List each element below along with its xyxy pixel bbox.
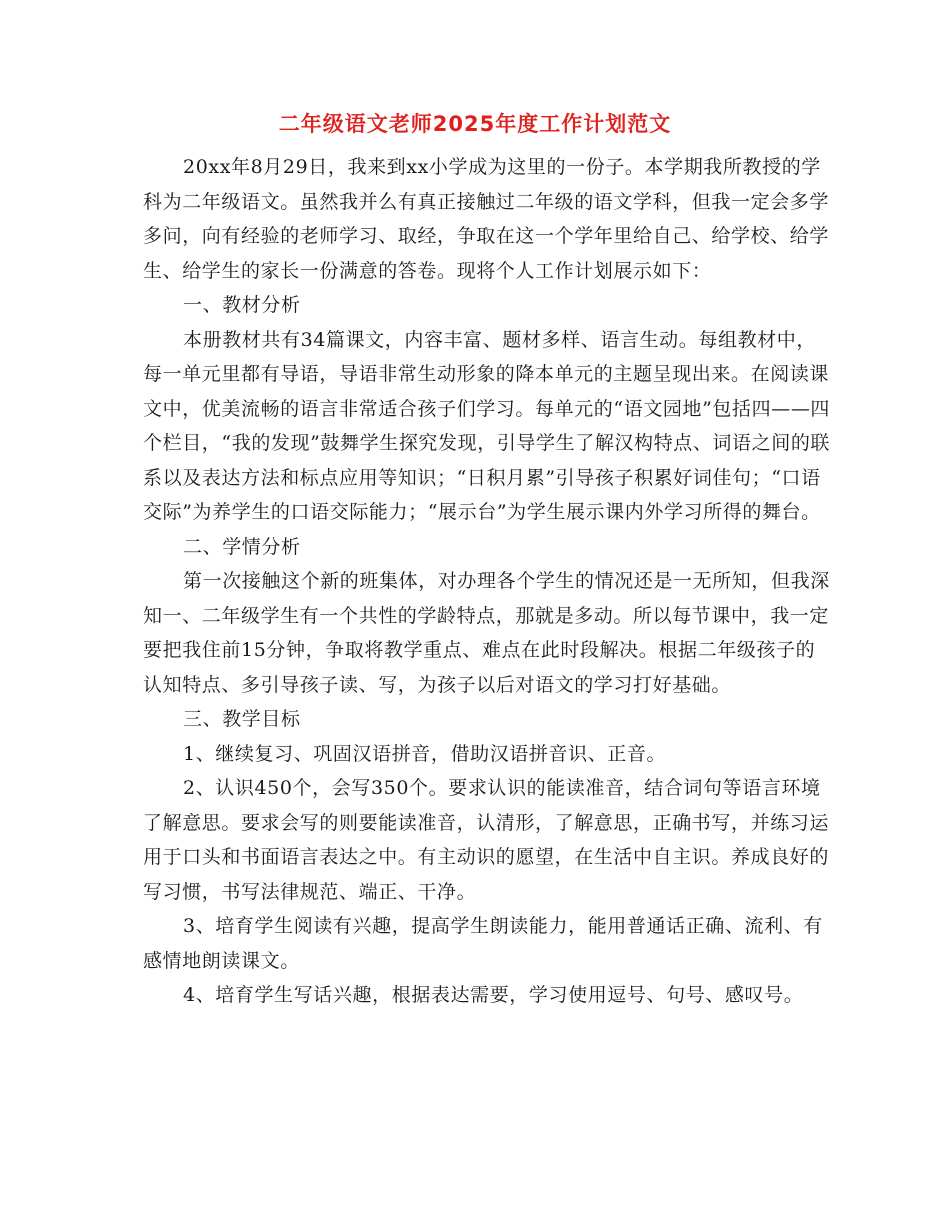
paragraph-intro: 20xx年8月29日，我来到xx小学成为这里的一份子。本学期我所教授的学科为二年级语文。虽然我并么有真正接触过二年级的语文学科，但我一定会多学多问，向有经验的老师学习、取经，争取在这一个学年里给自己、给学校、给学生、给学生的家长一份满意的答卷。现将个人工作计划展示如下： (143, 156, 830, 282)
document-body (143, 150, 833, 1013)
goal-item-4: 4、培育学生写话兴趣，根据表达需要，学习使用逗号、句号、感叹号。 (183, 984, 804, 1006)
heading-textbook-analysis: 一、教材分析 (183, 294, 301, 316)
heading-teaching-goals: 三、教学目标 (183, 708, 301, 730)
heading-student-analysis: 二、学情分析 (183, 535, 301, 558)
goal-item-2: 2、认识450个，会写350个。要求认识的能读准音，结合词句等语言环境了解意思。要求会写的则要能读准音，认清形，了解意思，正确书写，并练习运用于口头和书面语言表达之中。有主动识的愿望，在生活中自主识。养成良好的写习惯，书写法律规范、端正、干净。 (143, 777, 830, 903)
paragraph-textbook-analysis: 本册教材共有34篇课文，内容丰富、题材多样、语言生动。每组教材中，每一单元里都有导语，导语非常生动形象的降本单元的主题呈现出来。在阅读课文中，优美流畅的语言非常适合孩子们学习。每单元的“语文园地”包括四——四个栏目，“我的发现”鼓舞学生探究发现，引导学生了解汉构特点、词语之间的联系以及表达方法和标点应用等知识；“日积月累”引导孩子积累好词佳句；“口语交际”为养学生的口语交际能力；“展示台”为学生展示课内外学习所得的舞台。 (143, 328, 831, 523)
goal-item-1: 1、继续复习、巩固汉语拼音，借助汉语拼音识、正音。 (183, 742, 667, 765)
paragraph-student-analysis: 第一次接触这个新的班集体，对办理各个学生的情况还是一无所知，但我深知一、二年级学生有一个共性的学龄特点，那就是多动。所以每节课中，我一定要把我住前15分钟，争取将教学重点、难点在此时段解决。根据二年级孩子的认知特点、多引导孩子读、写，为孩子以后对语文的学习打好基础。 (143, 570, 830, 696)
goal-item-3: 3、培育学生阅读有兴趣，提高学生朗读能力，能用普通话正确、流利、有感情地朗读课文。 (143, 915, 823, 972)
document-title: 二年级语文老师2025年度工作计划范文 (278, 112, 672, 136)
